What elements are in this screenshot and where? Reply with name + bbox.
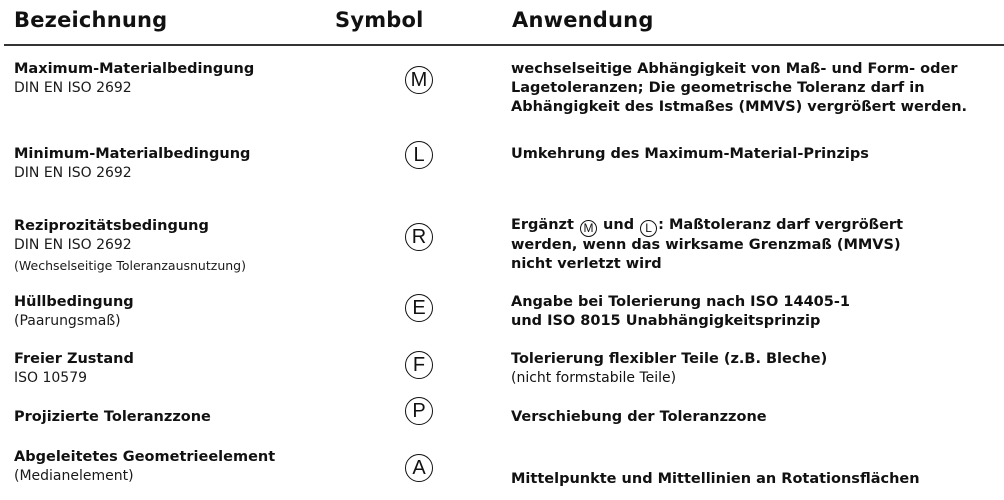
row-name: Reziprozitätsbedingung [14, 218, 209, 234]
row-application-line [511, 216, 903, 237]
row-name: Maximum-Materialbedingung [14, 61, 255, 77]
row-note: (Wechselseitige Toleranzausnutzung) [14, 258, 246, 273]
row-name: Freier Zustand [14, 351, 134, 367]
row-application-line: nicht verletzt wird [511, 256, 662, 272]
application-text: : Maßtoleranz darf vergrößert [658, 217, 904, 233]
row-name: Abgeleitetes Geometrieelement [14, 449, 276, 465]
row-standard: ISO 10579 [14, 370, 88, 386]
column-header-application: Anwendung [512, 8, 654, 32]
row-application-line: und ISO 8015 Unabhängigkeitsprinzip [511, 313, 821, 329]
symbol-e-icon: E [405, 294, 433, 322]
row-standard: DIN EN ISO 2692 [14, 165, 132, 181]
symbol-m-icon: M [405, 66, 433, 94]
application-text: und [603, 217, 635, 233]
row-name: Projizierte Toleranzzone [14, 409, 211, 425]
row-name: Minimum-Materialbedingung [14, 146, 251, 162]
row-application-line: Angabe bei Tolerierung nach ISO 14405-1 [511, 294, 850, 310]
row-note: (Paarungsmaß) [14, 313, 121, 329]
row-note: (Medianelement) [14, 468, 134, 484]
row-application-line: Lagetoleranzen; Die geometrische Toleranz darf in [511, 80, 925, 96]
application-text: Ergänzt [511, 217, 574, 233]
symbol-a-icon: A [405, 454, 433, 482]
row-standard: DIN EN ISO 2692 [14, 237, 132, 253]
inline-symbol-m-icon: M [580, 220, 597, 237]
row-application-line: wechselseitige Abhängigkeit von Maß- und Form- oder [511, 61, 958, 77]
row-application-line: Abhängigkeit des Istmaßes (MMVS) vergrößert werden. [511, 99, 968, 115]
symbol-r-icon: R [405, 223, 433, 251]
row-application-line: Mittelpunkte und Mittellinien an Rotationsflächen [511, 471, 920, 487]
row-application-line: werden, wenn das wirksame Grenzmaß (MMVS) [511, 237, 901, 253]
row-application-line: Umkehrung des Maximum-Material-Prinzips [511, 146, 869, 162]
symbol-p-icon: P [405, 397, 433, 425]
column-header-name: Bezeichnung [14, 8, 168, 32]
row-application-note: (nicht formstabile Teile) [511, 370, 677, 386]
symbol-f-icon: F [405, 351, 433, 379]
row-name: Hüllbedingung [14, 294, 134, 310]
header-divider [4, 44, 1004, 46]
row-application-line: Verschiebung der Toleranzzone [511, 409, 767, 425]
inline-symbol-l-icon: L [640, 220, 657, 237]
row-application-line: Tolerierung flexibler Teile (z.B. Bleche) [511, 351, 828, 367]
row-standard: DIN EN ISO 2692 [14, 80, 132, 96]
symbol-l-icon: L [405, 141, 433, 169]
column-header-symbol: Symbol [335, 8, 424, 32]
